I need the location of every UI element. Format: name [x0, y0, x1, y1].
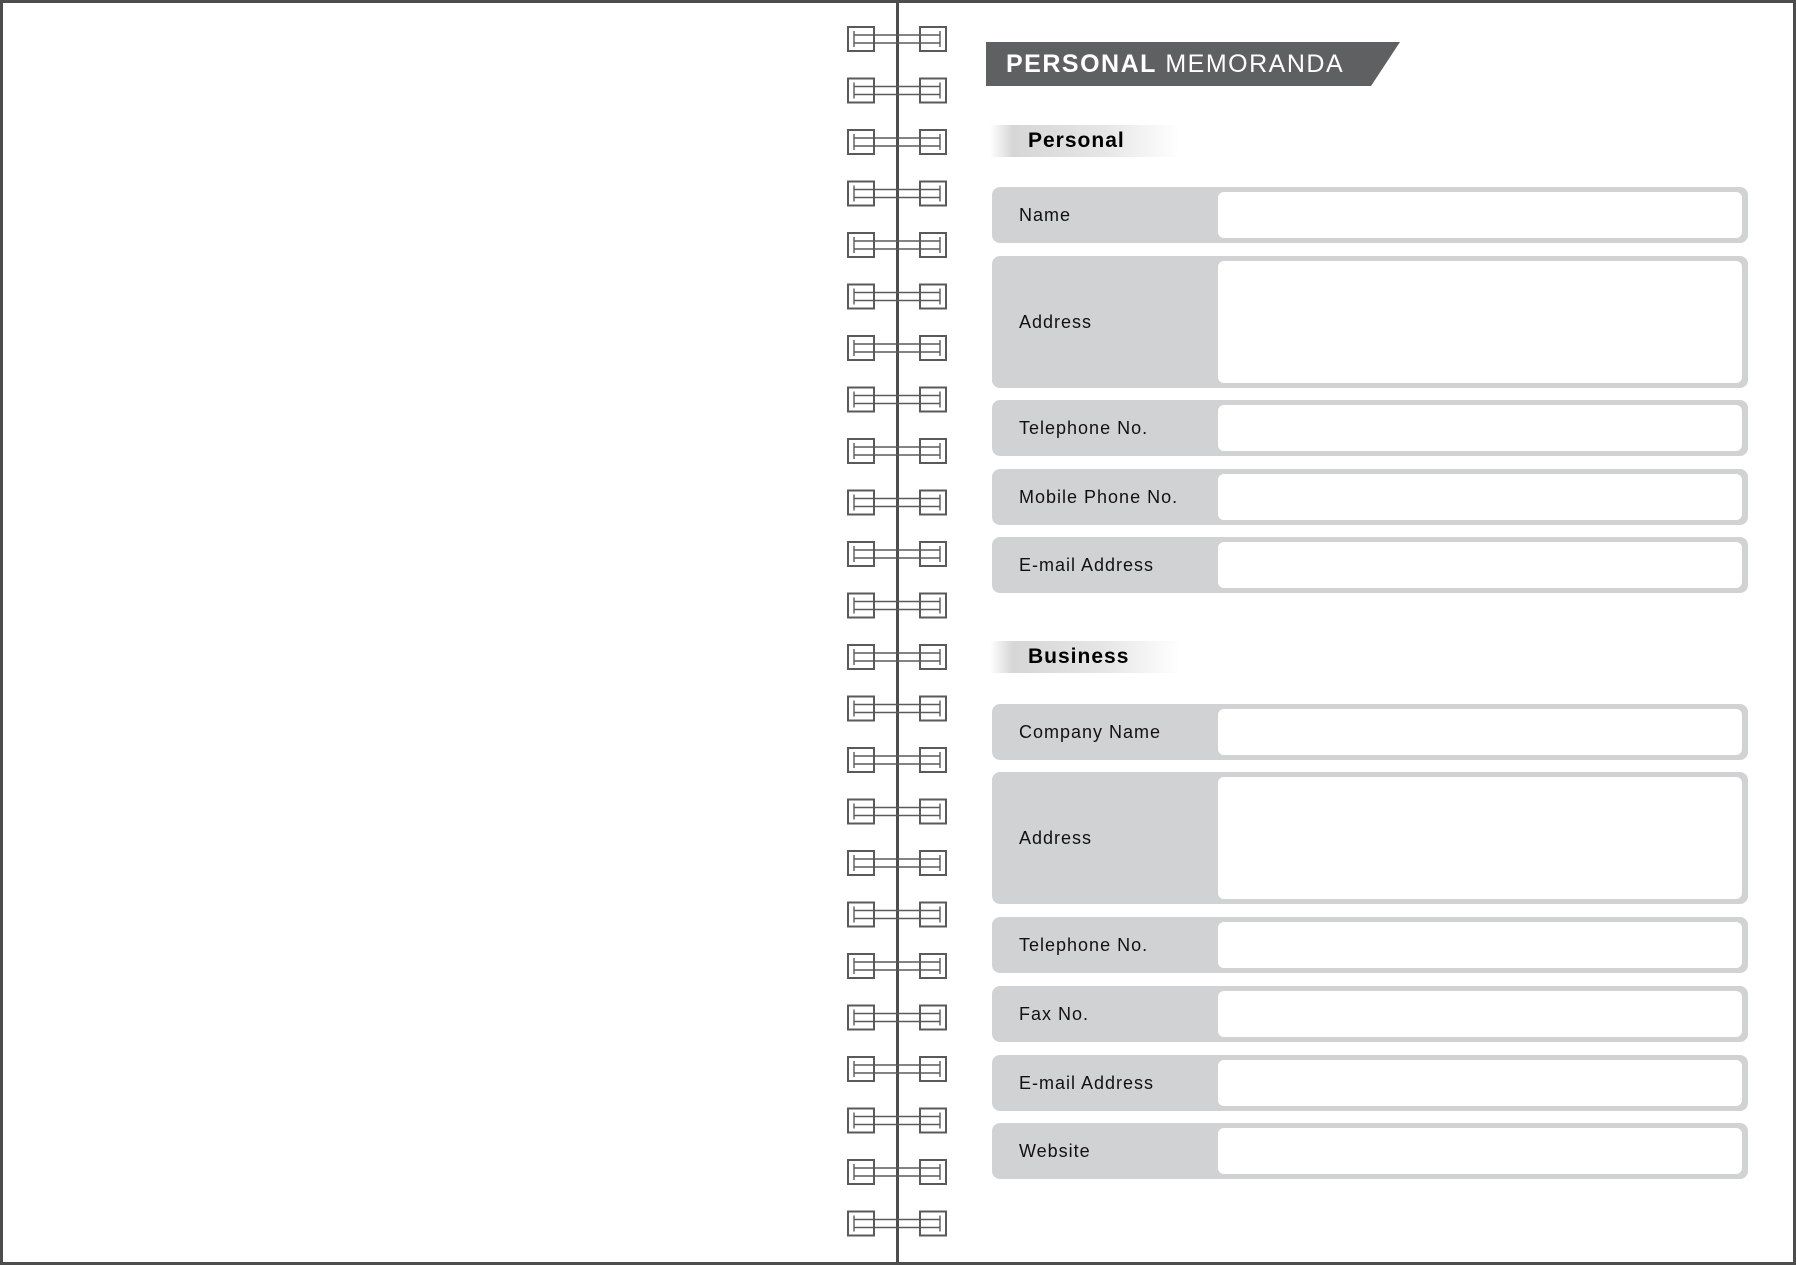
personal-email-input[interactable]	[1218, 542, 1742, 588]
spiral-ring	[848, 1006, 946, 1030]
spiral-ring	[848, 439, 946, 463]
personal-address-input[interactable]	[1218, 261, 1742, 383]
personal-name-input[interactable]	[1218, 192, 1742, 238]
spiral-ring	[848, 388, 946, 412]
spiral-ring	[848, 1212, 946, 1236]
personal-mobile-row	[992, 469, 1748, 525]
personal-email-row	[992, 537, 1748, 593]
spiral-ring	[848, 954, 946, 978]
spiral-ring	[848, 748, 946, 772]
banner-title-bold: PERSONAL	[1006, 50, 1157, 78]
spiral-ring	[848, 130, 946, 154]
business-website-row	[992, 1123, 1748, 1179]
personal-email-label: E-mail Address	[1019, 555, 1155, 575]
spiral-ring	[848, 182, 946, 206]
personal-name-label: Name	[1019, 205, 1072, 225]
spiral-ring	[848, 336, 946, 360]
spiral-ring	[848, 491, 946, 515]
business-telephone-label: Telephone No.	[1019, 935, 1149, 955]
business-email-row	[992, 1055, 1748, 1111]
spiral-binding	[846, 0, 950, 1265]
business-email-label: E-mail Address	[1019, 1073, 1155, 1093]
spiral-ring	[848, 233, 946, 257]
business-website-input[interactable]	[1218, 1128, 1742, 1174]
business-address-input[interactable]	[1218, 777, 1742, 899]
spiral-ring	[848, 1160, 946, 1184]
business-address-row	[992, 772, 1748, 904]
personal-telephone-row	[992, 400, 1748, 456]
personal-telephone-input[interactable]	[1218, 405, 1742, 451]
business-heading: Business	[990, 641, 1180, 673]
spiral-ring	[848, 79, 946, 103]
business-company-label: Company Name	[1019, 722, 1162, 742]
spiral-ring	[848, 697, 946, 721]
personal-mobile-input[interactable]	[1218, 474, 1742, 520]
spiral-ring	[848, 851, 946, 875]
spiral-ring	[848, 594, 946, 618]
banner-title	[1006, 42, 1344, 86]
spiral-ring	[848, 1109, 946, 1133]
banner-title-light: MEMORANDA	[1165, 50, 1345, 78]
spiral-ring	[848, 27, 946, 51]
spiral-ring	[848, 903, 946, 927]
personal-address-label: Address	[1019, 312, 1093, 332]
spiral-ring	[848, 542, 946, 566]
memoranda-banner	[986, 42, 1400, 86]
business-address-label: Address	[1019, 828, 1093, 848]
business-telephone-input[interactable]	[1218, 922, 1742, 968]
business-company-row	[992, 704, 1748, 760]
spiral-ring	[848, 285, 946, 309]
personal-name-row	[992, 187, 1748, 243]
business-telephone-row	[992, 917, 1748, 973]
personal-heading: Personal	[990, 125, 1180, 157]
spiral-ring	[848, 1057, 946, 1081]
business-email-input[interactable]	[1218, 1060, 1742, 1106]
spiral-ring	[848, 800, 946, 824]
business-fax-label: Fax No.	[1019, 1004, 1090, 1024]
spiral-ring	[848, 645, 946, 669]
personal-address-row	[992, 256, 1748, 388]
business-fax-input[interactable]	[1218, 991, 1742, 1037]
business-company-input[interactable]	[1218, 709, 1742, 755]
business-website-label: Website	[1019, 1141, 1091, 1161]
personal-telephone-label: Telephone No.	[1019, 418, 1149, 438]
business-fax-row	[992, 986, 1748, 1042]
personal-mobile-label: Mobile Phone No.	[1019, 487, 1179, 507]
